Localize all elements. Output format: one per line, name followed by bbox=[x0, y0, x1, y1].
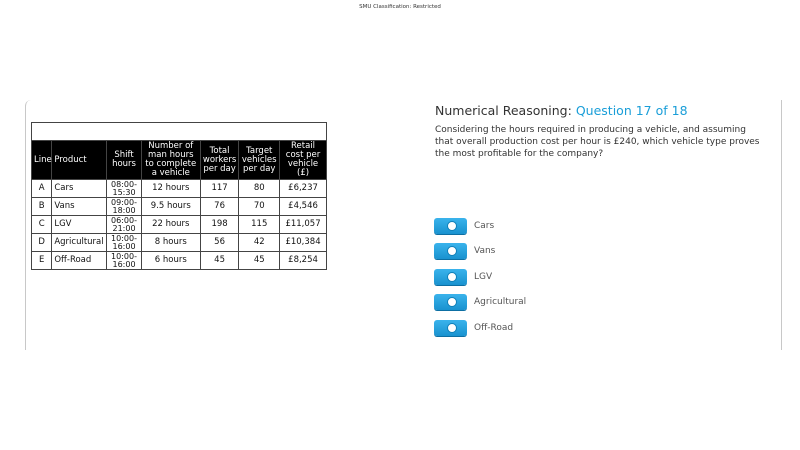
cell-target: 115 bbox=[239, 216, 280, 234]
toggle-knob bbox=[447, 297, 457, 307]
option-vans[interactable] bbox=[434, 242, 634, 260]
option-cars[interactable] bbox=[434, 217, 634, 235]
toggle-icon[interactable] bbox=[434, 269, 467, 285]
toggle-icon[interactable] bbox=[434, 320, 467, 336]
cell-man-hours: 8 hours bbox=[141, 234, 200, 252]
question-text: Considering the hours required in producing a vehicle, and assuming that overall production cost per hour is £240, which vehicle type proves the most profitable for the company? bbox=[435, 125, 760, 159]
cell-line: A bbox=[32, 180, 52, 198]
toggle-icon[interactable] bbox=[434, 294, 467, 310]
assembly-report-table bbox=[31, 122, 327, 270]
cell-product: Vans bbox=[52, 198, 107, 216]
option-label: Vans bbox=[474, 246, 496, 256]
toggle-icon[interactable] bbox=[434, 243, 467, 259]
cell-shift: 10:00- 16:00 bbox=[107, 234, 142, 252]
header-workers: Total workers per day bbox=[200, 141, 239, 180]
cell-shift: 08:00- 15:30 bbox=[107, 180, 142, 198]
classification-label: SMU Classification: Restricted bbox=[359, 4, 441, 10]
cell-shift: 06:00- 21:00 bbox=[107, 216, 142, 234]
cell-line: B bbox=[32, 198, 52, 216]
option-label: Off-Road bbox=[474, 323, 514, 333]
cell-workers: 45 bbox=[200, 252, 239, 270]
option-label: Agricultural bbox=[474, 297, 527, 307]
cell-line: D bbox=[32, 234, 52, 252]
cell-line: E bbox=[32, 252, 52, 270]
option-label: LGV bbox=[474, 272, 493, 282]
question-number: Question 17 of 18 bbox=[575, 103, 688, 118]
cell-man-hours: 6 hours bbox=[141, 252, 200, 270]
question-heading bbox=[435, 103, 688, 118]
cell-shift: 09:00- 18:00 bbox=[107, 198, 142, 216]
cell-retail: £10,384 bbox=[280, 234, 327, 252]
cell-shift: 10:00- 16:00 bbox=[107, 252, 142, 270]
cell-man-hours: 22 hours bbox=[141, 216, 200, 234]
header-product: Product bbox=[52, 141, 107, 180]
header-retail: Retail cost per vehicle (£) bbox=[280, 141, 327, 180]
cell-target: 70 bbox=[239, 198, 280, 216]
cell-retail: £4,546 bbox=[280, 198, 327, 216]
toggle-knob bbox=[447, 323, 457, 333]
option-off-road[interactable] bbox=[434, 319, 634, 337]
table-title: Zone 5 Assembly Line - Report bbox=[32, 123, 327, 141]
panel-right-border bbox=[781, 100, 782, 350]
header-line: Line bbox=[32, 141, 52, 180]
table-row bbox=[32, 198, 327, 216]
cell-workers: 76 bbox=[200, 198, 239, 216]
cell-product: Off-Road bbox=[52, 252, 107, 270]
cell-product: LGV bbox=[52, 216, 107, 234]
table-row bbox=[32, 180, 327, 198]
question-prefix: Numerical Reasoning: bbox=[435, 103, 572, 118]
cell-man-hours: 12 hours bbox=[141, 180, 200, 198]
cell-target: 45 bbox=[239, 252, 280, 270]
cell-line: C bbox=[32, 216, 52, 234]
cell-retail: £11,057 bbox=[280, 216, 327, 234]
cell-man-hours: 9.5 hours bbox=[141, 198, 200, 216]
toggle-knob bbox=[447, 246, 457, 256]
header-man-hours: Number of man hours to complete a vehicle bbox=[141, 141, 200, 180]
table-row bbox=[32, 216, 327, 234]
toggle-knob bbox=[447, 221, 457, 231]
cell-workers: 56 bbox=[200, 234, 239, 252]
toggle-knob bbox=[447, 272, 457, 282]
header-shift: Shift hours bbox=[107, 141, 142, 180]
option-lgv[interactable] bbox=[434, 268, 634, 286]
cell-target: 80 bbox=[239, 180, 280, 198]
cell-retail: £8,254 bbox=[280, 252, 327, 270]
cell-product: Agricultural bbox=[52, 234, 107, 252]
option-label: Cars bbox=[474, 221, 495, 231]
cell-workers: 117 bbox=[200, 180, 239, 198]
table-row bbox=[32, 252, 327, 270]
option-agricultural[interactable] bbox=[434, 293, 634, 311]
cell-target: 42 bbox=[239, 234, 280, 252]
cell-workers: 198 bbox=[200, 216, 239, 234]
cell-retail: £6,237 bbox=[280, 180, 327, 198]
table-row bbox=[32, 234, 327, 252]
cell-product: Cars bbox=[52, 180, 107, 198]
toggle-icon[interactable] bbox=[434, 218, 467, 234]
header-target: Target vehicles per day bbox=[239, 141, 280, 180]
